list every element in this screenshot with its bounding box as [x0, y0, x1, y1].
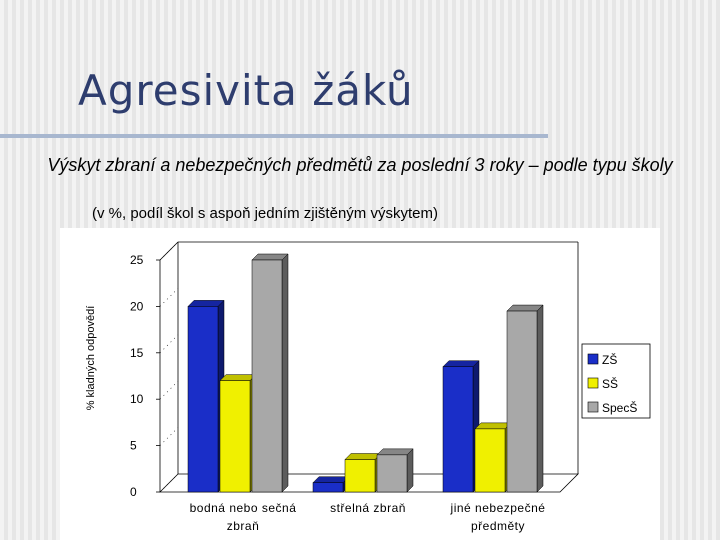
bar-3-cat-1 — [252, 260, 282, 492]
y-tick-label: 10 — [130, 392, 144, 407]
legend-label: SŠ — [602, 377, 619, 391]
legend-label: ZŠ — [602, 353, 618, 367]
y-tick-depth — [160, 428, 178, 446]
bar-1-cat-1 — [188, 306, 218, 492]
bar-top — [377, 449, 413, 455]
bar-side — [407, 449, 413, 492]
bar-3-cat-2 — [377, 455, 407, 492]
x-category-label: bodná nebo sečná — [189, 501, 297, 515]
bar-1-cat-3 — [443, 367, 473, 492]
x-category-label: jiné nebezpečné — [450, 501, 546, 515]
y-axis-label: % kladných odpovědí — [85, 305, 97, 411]
legend-swatch — [588, 402, 598, 412]
bar-3-cat-3 — [507, 311, 537, 492]
legend-swatch — [588, 378, 598, 388]
legend-label: SpecŠ — [602, 401, 638, 415]
y-tick-depth — [160, 288, 178, 306]
slide-title: Agresivita žáků — [78, 66, 414, 115]
y-tick-label: 15 — [130, 345, 144, 360]
chart-area — [60, 228, 660, 540]
y-tick-label: 20 — [130, 299, 144, 314]
bar-top — [188, 300, 224, 306]
bar-top — [252, 254, 288, 260]
bar-top — [345, 454, 381, 460]
x-category-label: předměty — [470, 519, 526, 533]
bar-chart — [60, 228, 660, 540]
y-tick-label: 0 — [130, 485, 137, 499]
bar-top — [507, 305, 543, 311]
bar-side — [282, 254, 288, 492]
y-tick-depth — [160, 335, 178, 353]
bar-2-cat-1 — [220, 381, 250, 492]
bar-side — [537, 305, 543, 492]
bar-2-cat-2 — [345, 460, 375, 492]
bar-top — [313, 477, 349, 483]
y-tick-label: 25 — [130, 253, 144, 267]
bar-top — [443, 361, 479, 367]
bar-top — [475, 423, 511, 429]
chart-subtitle: Výskyt zbraní a nebezpečných předmětů za poslední 3 roky – podle typu školy — [47, 155, 673, 175]
legend-swatch — [588, 354, 598, 364]
bar-1-cat-2 — [313, 483, 343, 492]
y-axis-depth — [160, 242, 178, 260]
title-underline — [0, 134, 548, 138]
x-category-label: zbraň — [226, 519, 260, 533]
bar-2-cat-3 — [475, 429, 505, 492]
y-tick-depth — [160, 381, 178, 399]
chart-note: (v %, podíl škol s aspoň jedním zjištěným výskytem) — [92, 205, 438, 222]
x-category-label: střelná zbraň — [330, 501, 406, 515]
y-tick-label: 5 — [130, 438, 137, 453]
bar-top — [220, 375, 256, 381]
